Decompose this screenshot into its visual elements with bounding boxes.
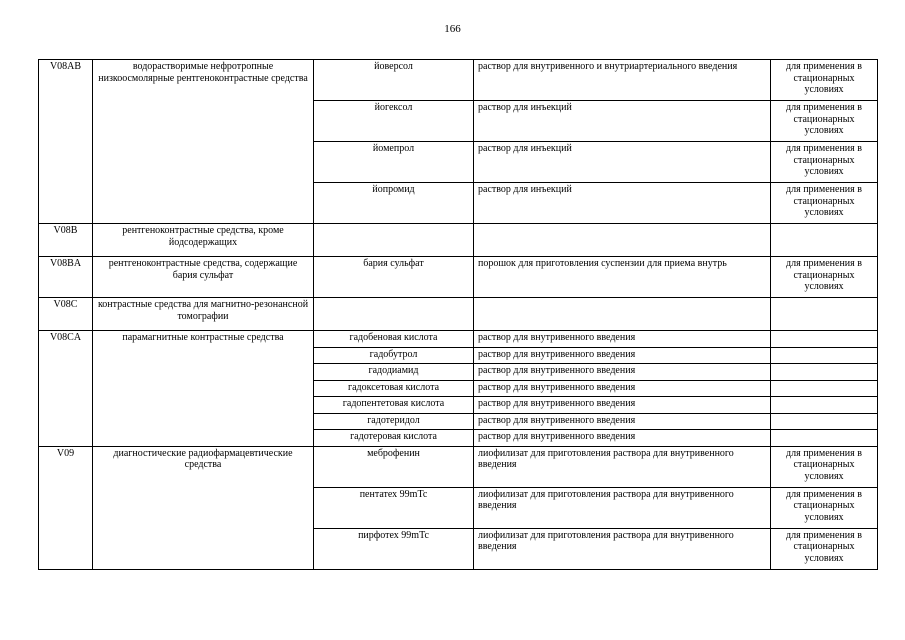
atc-code-cell: V08B [39, 224, 93, 257]
inn-cell: йопромид [314, 183, 474, 224]
atc-code-cell: V08C [39, 298, 93, 331]
drug-table [38, 59, 878, 570]
note-cell: для применения в стационарных условиях [771, 446, 878, 487]
dosage-form-cell [474, 298, 771, 331]
dosage-form-cell: раствор для внутривенного введения [474, 364, 771, 381]
inn-cell: меброфенин [314, 446, 474, 487]
note-cell: для применения в стационарных условиях [771, 528, 878, 569]
note-cell [771, 364, 878, 381]
page-number: 166 [444, 23, 461, 35]
table-row [39, 298, 878, 331]
inn-cell: гадотеровая кислота [314, 430, 474, 447]
inn-cell: йомепрол [314, 142, 474, 183]
dosage-form-cell: раствор для внутривенного введения [474, 430, 771, 447]
group-name-cell: контрастные средства для магнитно-резонансной томографии [93, 298, 314, 331]
group-name-cell: парамагнитные контрастные средства [93, 331, 314, 447]
inn-cell [314, 224, 474, 257]
dosage-form-cell: раствор для инъекций [474, 183, 771, 224]
inn-cell: йогексол [314, 101, 474, 142]
dosage-form-cell: лиофилизат для приготовления раствора для внутривенного введения [474, 487, 771, 528]
group-name-cell: рентгеноконтрастные средства, кроме йодсодержащих [93, 224, 314, 257]
note-cell [771, 331, 878, 348]
table-row [39, 60, 878, 101]
inn-cell: бария сульфат [314, 257, 474, 298]
note-cell [771, 347, 878, 364]
inn-cell: йоверсол [314, 60, 474, 101]
inn-cell: гадодиамид [314, 364, 474, 381]
table-row [39, 224, 878, 257]
inn-cell: гадопентетовая кислота [314, 397, 474, 414]
note-cell [771, 397, 878, 414]
table-row [39, 257, 878, 298]
note-cell [771, 430, 878, 447]
inn-cell [314, 298, 474, 331]
note-cell [771, 380, 878, 397]
note-cell [771, 298, 878, 331]
inn-cell: гадотеридол [314, 413, 474, 430]
dosage-form-cell: порошок для приготовления суспензии для приема внутрь [474, 257, 771, 298]
note-cell [771, 413, 878, 430]
atc-code-cell: V08CA [39, 331, 93, 447]
inn-cell: пентатех 99mTc [314, 487, 474, 528]
inn-cell: гадобеновая кислота [314, 331, 474, 348]
dosage-form-cell: раствор для инъекций [474, 101, 771, 142]
dosage-form-cell: раствор для внутривенного введения [474, 331, 771, 348]
table-row [39, 446, 878, 487]
note-cell: для применения в стационарных условиях [771, 60, 878, 101]
dosage-form-cell: лиофилизат для приготовления раствора для внутривенного введения [474, 528, 771, 569]
dosage-form-cell: раствор для внутривенного введения [474, 347, 771, 364]
inn-cell: пирфотех 99mTc [314, 528, 474, 569]
dosage-form-cell: раствор для инъекций [474, 142, 771, 183]
table-row [39, 331, 878, 348]
note-cell: для применения в стационарных условиях [771, 101, 878, 142]
group-name-cell: рентгеноконтрастные средства, содержащие бария сульфат [93, 257, 314, 298]
dosage-form-cell: раствор для внутривенного введения [474, 380, 771, 397]
inn-cell: гадобутрол [314, 347, 474, 364]
dosage-form-cell: лиофилизат для приготовления раствора для внутривенного введения [474, 446, 771, 487]
group-name-cell: водорастворимые нефротропные низкоосмолярные рентгеноконтрастные средства [93, 60, 314, 224]
dosage-form-cell: раствор для внутривенного введения [474, 413, 771, 430]
atc-code-cell: V08BA [39, 257, 93, 298]
note-cell: для применения в стационарных условиях [771, 183, 878, 224]
note-cell: для применения в стационарных условиях [771, 487, 878, 528]
inn-cell: гадоксетовая кислота [314, 380, 474, 397]
atc-code-cell: V09 [39, 446, 93, 569]
note-cell: для применения в стационарных условиях [771, 142, 878, 183]
dosage-form-cell: раствор для внутривенного и внутриартериального введения [474, 60, 771, 101]
dosage-form-cell [474, 224, 771, 257]
note-cell: для применения в стационарных условиях [771, 257, 878, 298]
note-cell [771, 224, 878, 257]
dosage-form-cell: раствор для внутривенного введения [474, 397, 771, 414]
group-name-cell: диагностические радиофармацевтические средства [93, 446, 314, 569]
atc-code-cell: V08AB [39, 60, 93, 224]
